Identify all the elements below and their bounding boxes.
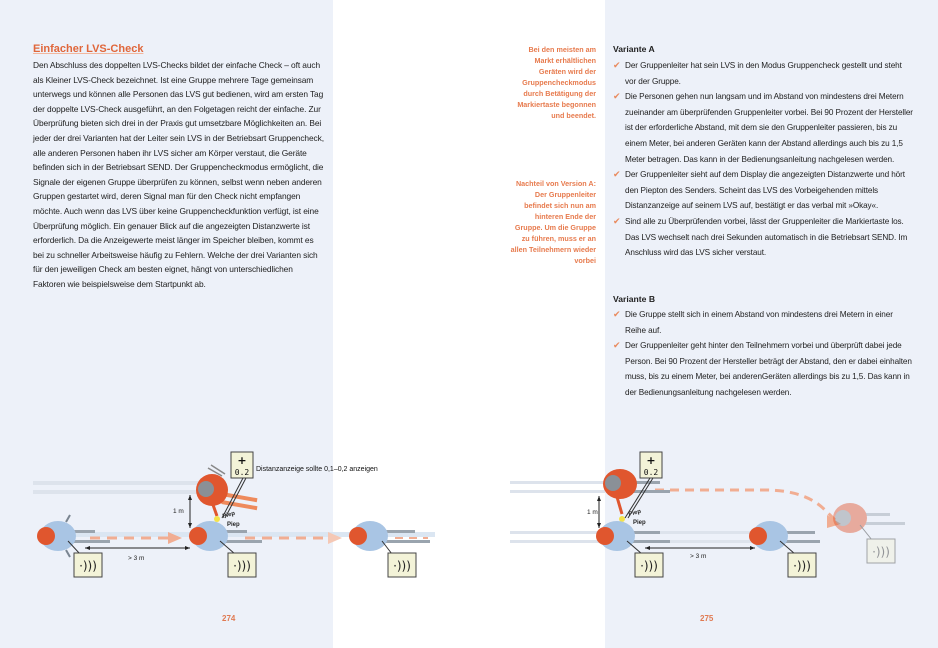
svg-text:·))): ·))) — [793, 559, 811, 573]
svg-text:·))): ·))) — [872, 545, 890, 559]
svg-text:·))): ·))) — [640, 559, 658, 573]
svg-text:·))): ·))) — [79, 559, 97, 573]
checkmark-icon: ✔ — [613, 169, 621, 180]
checklist-item: ✔ Sind alle zu Überprüfenden vorbei, lässt der Gruppenleiter die Markiertaste los. Das LVS wechselt nach drei Sekunden automatisch in die Betriebsart SEND. Im Anschluss wird das LVS sicher verstaut. — [613, 215, 908, 258]
page-number-right: 275 — [700, 614, 714, 623]
page-number-left: 274 — [222, 614, 236, 623]
illustration-simple-check — [0, 440, 440, 590]
checkmark-icon: ✔ — [613, 215, 621, 226]
svg-text:1 m: 1 m — [173, 508, 184, 515]
variant-b-title: Variante B — [613, 294, 656, 304]
body-paragraph: Den Abschluss des doppelten LVS-Checks bildet der einfache Check – oft auch als Kleiner LVS-Check bezeichnet. Ist eine Gruppe mehrere Tage gemeinsam unterwegs und können alle Personen das LVS gut bedienen, wird am ersten Tag der doppelte LVS-Check ausgeführt, an den Folgetagen reicht der einfache. Zur Überprüfung bieten sich drei in der Praxis gut umsetzbare Möglichkeiten an. Bei jeder der drei Varianten hat der Leiter sein LVS in der Betriebsart Gruppencheck, alle anderen Personen haben ihr LVS sicher am Körper verstaut, die Geräte befinden sich in der Betriebsart SEND. Der Gruppencheckmodus ermöglicht, die Signale der eigenen Gruppe überprüfen zu können, selbst wenn neben anderen Gruppen gestartet wird, deren Signal man für den Check nicht empfangen möchte. Auch wenn das LVS über keine Gruppencheckfunktion verfügt, ist eine Überprüfung möglich. Ein genauer Blick auf die angezeigten Distanzwerte ist erforderlich. Da die Anzeigewerte meist länger im Speicher bleiben, kommt es bei zu schneller Arbeitsweise häufig zu Fehlern. Welche der drei Varianten sich für den jeweiligen Check am besten eignet, hängt von unterschiedlichen Faktoren wie beispielsweise dem Startpunkt ab. — [33, 60, 324, 289]
svg-text:1 m: 1 m — [587, 509, 598, 516]
checklist-item: ✔ Der Gruppenleiter hat sein LVS in den Modus Gruppencheck gestellt und steht vor der Gruppe. — [613, 60, 902, 86]
svg-text:Piep: Piep — [633, 520, 646, 526]
group-leader-faded-icon — [833, 503, 905, 563]
illustration-variant-a — [505, 440, 925, 590]
section-heading: Einfacher LVS-Check — [33, 43, 144, 55]
svg-text:> 3 m: > 3 m — [690, 553, 707, 560]
svg-text:0.2: 0.2 — [643, 468, 659, 477]
checklist-item: ✔ Der Gruppenleiter sieht auf dem Display die angezeigten Distanzwerte und hört den Piepton des Senders. Scheint das LVS des Vorbeigehenden mittels Distanzanzeige auf seinem LVS auf, bestätigt er das verbal mit »Okay«. — [613, 169, 905, 211]
svg-text:Piep: Piep — [627, 508, 642, 518]
variant-a-checklist — [613, 58, 913, 261]
checkmark-icon: ✔ — [613, 309, 621, 319]
skier-icon — [749, 521, 820, 551]
checkmark-icon: ✔ — [613, 91, 621, 102]
checkmark-icon: ✔ — [613, 60, 621, 70]
checklist-item: ✔ Die Gruppe stellt sich in einem Abstand von mindestens drei Metern in einer Reihe auf. — [613, 309, 893, 335]
svg-text:+: + — [646, 454, 656, 467]
svg-text:> 3 m: > 3 m — [128, 555, 145, 562]
svg-text:+: + — [237, 454, 247, 467]
svg-text:·))): ·))) — [393, 559, 411, 573]
svg-text:·))): ·))) — [233, 559, 251, 573]
svg-text:0.2: 0.2 — [234, 468, 250, 477]
margin-note-group-mode: Bei den meisten am Markt erhältlichen Geräten wird der Gruppencheckmodus durch Betätigung der Markiertaste begonnen und beendet. — [517, 45, 596, 120]
variant-b-checklist — [613, 307, 913, 401]
checkmark-icon: ✔ — [613, 340, 621, 351]
variant-a-title: Variante A — [613, 44, 655, 54]
checklist-item: ✔ Der Gruppenleiter geht hinter den Teilnehmern vorbei und überprüft dabei jede Person. Bei 90 Prozent der Hersteller beträgt der Abstand, den er dabei einhalten muss, bis zu einem Meter, bei anderenGeräten allerdings bis zu 1,5. Das kann in der Bedienungsanleitung nachgelesen werden. — [613, 340, 912, 397]
checklist-item: ✔ Die Personen gehen nun langsam und im Abstand von mindestens drei Metern zueinander am überprüfenden Gruppenleiter vorbei. Bei 90 Prozent der Hersteller ist der erforderliche Abstand, mit dem sie den Gruppenleiter passieren, bis zu einem Meter, bei anderen Geräten kann der Abstand allerdings auch bis zu 1,5 Meter betragen. Das kann in der Bedienungsanleitung nachgelesen werden. — [613, 91, 913, 164]
svg-text:Piep: Piep — [221, 510, 236, 520]
illustration-caption: Distanzanzeige sollte 0,1–0,2 anzeigen — [256, 466, 378, 473]
margin-note-disadvantage: Nachteil von Version A: Der Gruppenleiter befindet sich nun am hinteren Ende der Gruppe. Um die Gruppe zu führen, muss er an allen Teilnehmern wieder vorbei — [510, 179, 596, 265]
svg-text:Piep: Piep — [227, 522, 240, 528]
